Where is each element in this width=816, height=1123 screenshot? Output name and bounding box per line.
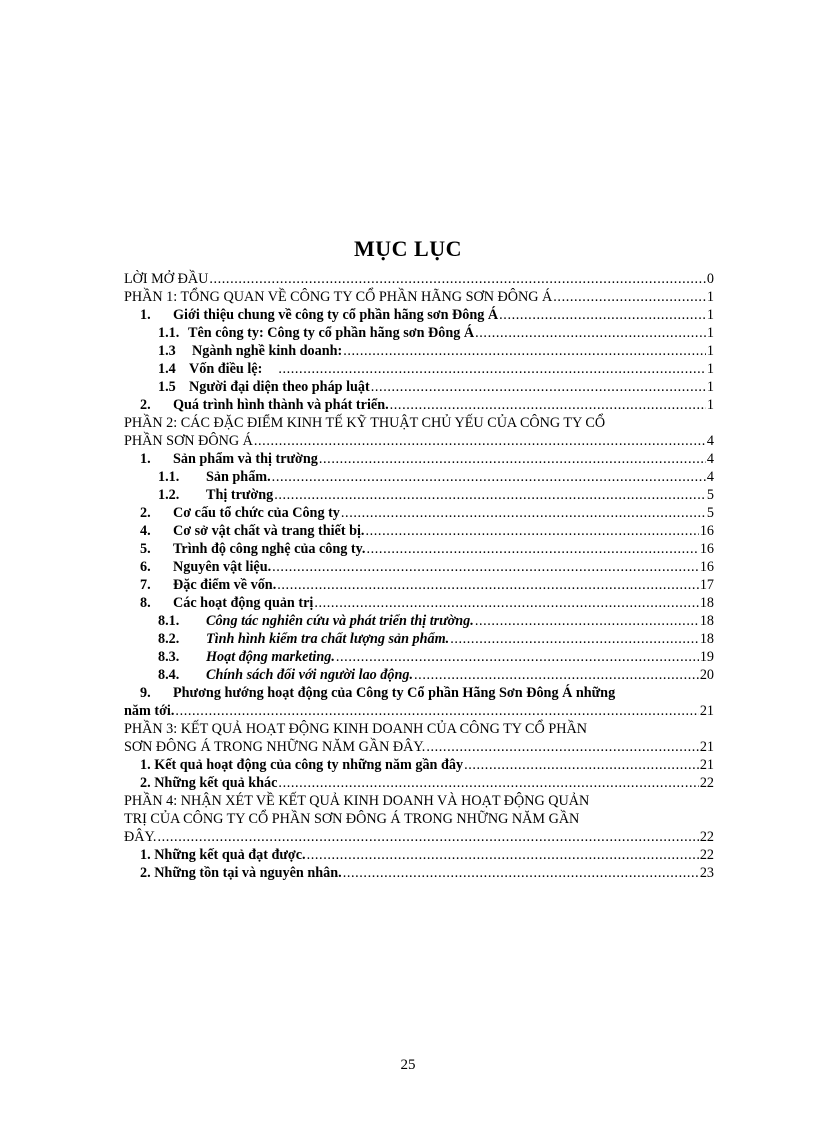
toc-page-number: 0 <box>706 271 714 287</box>
dot-leader <box>274 486 706 504</box>
toc-page-number: 16 <box>699 523 714 539</box>
toc-entry-9-phuong-huong[interactable] <box>124 684 714 720</box>
toc-page-number: 21 <box>699 703 714 719</box>
dot-leader <box>390 396 706 414</box>
toc-entry-3-2-ket-qua-khac[interactable] <box>124 774 714 792</box>
toc-page-number: 5 <box>706 505 714 521</box>
toc-entry-8-2-kiem-tra-chat-luong[interactable] <box>124 630 714 648</box>
toc-entry-label: PHẦN 1: TỔNG QUAN VỀ CÔNG TY CỔ PHẦN HÃNG SƠN ĐÔNG Á <box>124 289 553 305</box>
toc-entry-4-co-so-vat-chat[interactable] <box>124 522 714 540</box>
dot-leader <box>475 612 699 630</box>
toc-entry-label-line-3: ĐÂY. <box>124 829 157 845</box>
toc-entry-label: 1. Kết quả hoạt động của công ty những năm gần đây <box>140 757 464 773</box>
toc-page-number: 4 <box>706 469 714 485</box>
toc-entry-number: 2. <box>140 505 151 521</box>
dot-leader <box>319 450 706 468</box>
dot-leader <box>371 378 706 396</box>
page-title: MỤC LỤC <box>354 236 462 261</box>
toc-entry-label-line-1: Phương hướng hoạt động của Công ty Cổ phần Hãng Sơn Đông Á những <box>173 685 616 701</box>
toc-entry-label-line-2: PHẦN SƠN ĐÔNG Á <box>124 433 253 449</box>
toc-page-number: 1 <box>706 343 714 359</box>
toc-entry-number: 1.3 <box>158 343 176 359</box>
toc-entry-label: Tên công ty: Công ty cổ phần hãng sơn Đông Á <box>188 325 475 341</box>
toc-page-number: 22 <box>699 829 714 845</box>
toc-entry-label: Nguyên vật liệu. <box>173 559 272 575</box>
toc-entry-loi-mo-dau[interactable] <box>124 270 714 288</box>
toc-entry-number: 4. <box>140 523 151 539</box>
dot-leader <box>464 756 699 774</box>
toc-page-number: 19 <box>699 649 714 665</box>
toc-entry-number: 2. <box>140 397 151 413</box>
toc-page-number: 1 <box>706 397 714 413</box>
dot-leader <box>272 558 699 576</box>
toc-entry-number: 1.1. <box>158 469 180 485</box>
toc-entry-1-2-thi-truong[interactable] <box>124 486 714 504</box>
toc-page-number: 1 <box>706 325 714 341</box>
toc-entry-label: Sản phẩm. <box>206 469 271 485</box>
toc-entry-3-1-ket-qua-hoat-dong[interactable] <box>124 756 714 774</box>
toc-entry-label: 2. Những tồn tại và nguyên nhân. <box>140 865 342 881</box>
toc-entry-8-3-marketing[interactable] <box>124 648 714 666</box>
toc-entry-label-line-1: PHẦN 4: NHẬN XÉT VỀ KẾT QUẢ KINH DOANH VÀ HOẠT ĐỘNG QUẢN <box>124 793 590 809</box>
dot-leader <box>365 522 698 540</box>
dot-leader <box>175 702 698 720</box>
toc-entry-number: 8.3. <box>158 649 180 665</box>
toc-entry-8-4-chinh-sach[interactable] <box>124 666 714 684</box>
toc-entry-label: Cơ sở vật chất và trang thiết bị. <box>173 523 365 539</box>
dot-leader <box>343 864 699 882</box>
toc-entry-label: 1. Những kết quả đạt được. <box>140 847 306 863</box>
dot-leader <box>336 648 699 666</box>
toc-entry-7-dac-diem-von[interactable] <box>124 576 714 594</box>
dot-leader <box>277 576 699 594</box>
dot-leader <box>426 738 698 756</box>
toc-entry-phan-2[interactable] <box>124 414 714 450</box>
toc-entry-label: Công tác nghiên cứu và phát triển thị trường. <box>206 613 474 629</box>
toc-page-number: 5 <box>706 487 714 503</box>
toc-entry-label: Thị trường <box>206 487 274 503</box>
dot-leader <box>341 504 706 522</box>
dot-leader <box>366 540 698 558</box>
toc-page-number: 22 <box>699 775 714 791</box>
toc-entry-label: Tình hình kiểm tra chất lượng sản phẩm. <box>206 631 450 647</box>
toc-entry-8-1-nghien-cuu[interactable] <box>124 612 714 630</box>
toc-entry-label-line-2: năm tới. <box>124 703 175 719</box>
dot-leader <box>254 432 706 450</box>
toc-entry-label: Quá trình hình thành và phát triển. <box>173 397 389 413</box>
toc-page-number: 20 <box>699 667 714 683</box>
toc-page-number: 1 <box>706 361 714 377</box>
toc-entry-number: 8.4. <box>158 667 180 683</box>
toc-entry-label: Vốn điều lệ: <box>189 361 263 377</box>
toc-entry-label: 2. Những kết quả khác <box>140 775 278 791</box>
page-number: 25 <box>400 1057 416 1073</box>
toc-entry-1-gioi-thieu[interactable] <box>124 306 714 324</box>
toc-entry-phan-4[interactable] <box>124 792 714 846</box>
dot-leader <box>278 360 706 378</box>
toc-page-number: 22 <box>699 847 714 863</box>
toc-entry-label: Người đại diện theo pháp luật <box>189 379 370 395</box>
toc-page-number: 21 <box>699 757 714 773</box>
toc-entry-number: 1.2. <box>158 487 180 503</box>
toc-page-number: 21 <box>699 739 714 755</box>
toc-entry-4-1-ket-qua-dat-duoc[interactable] <box>124 846 714 864</box>
toc-entry-1-3-nganh-nghe[interactable] <box>124 342 714 360</box>
toc-entry-label: Ngành nghề kinh doanh: <box>192 343 343 359</box>
toc-entry-label: LỜI MỞ ĐẦU <box>124 271 209 287</box>
dot-leader <box>209 270 706 288</box>
toc-entry-number: 8. <box>140 595 151 611</box>
toc-page-number: 18 <box>699 613 714 629</box>
toc-entry-4-2-ton-tai[interactable] <box>124 864 714 882</box>
toc-page-number: 17 <box>699 577 714 593</box>
toc-entry-label: Các hoạt động quản trị <box>173 595 314 611</box>
toc-page-number: 16 <box>699 541 714 557</box>
dot-leader <box>278 774 698 792</box>
dot-leader <box>272 468 706 486</box>
toc-entry-label: Giới thiệu chung về công ty cổ phần hãng sơn Đông Á <box>173 307 499 323</box>
toc-entry-number: 7. <box>140 577 151 593</box>
toc-entry-2-co-cau-to-chuc[interactable] <box>124 504 714 522</box>
toc-entry-number: 1.4 <box>158 361 176 377</box>
toc-entry-1-san-pham-thi-truong[interactable] <box>124 450 714 468</box>
toc-entry-number: 1.5 <box>158 379 176 395</box>
toc-entry-label: Chính sách đối với người lao động. <box>206 667 414 683</box>
dot-leader <box>414 666 699 684</box>
toc-entry-number: 1.1. <box>158 325 180 341</box>
dot-leader <box>553 288 706 306</box>
toc-entry-label: Cơ cấu tổ chức của Công ty <box>173 505 340 521</box>
toc-entry-1-1-san-pham[interactable] <box>124 468 714 486</box>
toc-entry-number: 5. <box>140 541 151 557</box>
toc-page-number: 18 <box>699 631 714 647</box>
dot-leader <box>307 846 699 864</box>
toc-entry-number: 8.2. <box>158 631 180 647</box>
toc-entry-number: 8.1. <box>158 613 180 629</box>
toc-entry-8-hoat-dong-quan-tri[interactable] <box>124 594 714 612</box>
toc-entry-number: 1. <box>140 307 151 323</box>
toc-page-number: 1 <box>706 307 714 323</box>
toc-entry-number: 6. <box>140 559 151 575</box>
table-of-contents <box>124 270 714 882</box>
toc-entry-label: Đặc điểm về vốn. <box>173 577 277 593</box>
dot-leader <box>450 630 699 648</box>
toc-entry-number: 1. <box>140 451 151 467</box>
toc-entry-5-trinh-do-cong-nghe[interactable] <box>124 540 714 558</box>
toc-page-number: 16 <box>699 559 714 575</box>
toc-entry-phan-1[interactable] <box>124 288 714 306</box>
dot-leader <box>475 324 706 342</box>
dot-leader <box>343 342 706 360</box>
toc-page-number: 4 <box>706 451 714 467</box>
dot-leader <box>314 594 698 612</box>
toc-entry-label-line-2: TRỊ CỦA CÔNG TY CỔ PHẦN SƠN ĐÔNG Á TRONG NHỮNG NĂM GẦN <box>124 811 580 827</box>
toc-entry-label-line-1: PHẦN 2: CÁC ĐẶC ĐIỂM KINH TẾ KỸ THUẬT CHỦ YẾU CỦA CÔNG TY CỔ <box>124 415 606 431</box>
toc-entry-number: 9. <box>140 685 151 701</box>
toc-entry-2-qua-trinh[interactable] <box>124 396 714 414</box>
toc-entry-6-nguyen-vat-lieu[interactable] <box>124 558 714 576</box>
toc-page-number: 18 <box>699 595 714 611</box>
toc-entry-label-line-1: PHẦN 3: KẾT QUẢ HOẠT ĐỘNG KINH DOANH CỦA CÔNG TY CỔ PHẦN <box>124 721 587 737</box>
toc-entry-1-4-von-dieu-le[interactable] <box>124 360 714 378</box>
toc-entry-label: Trình độ công nghệ của công ty. <box>173 541 366 557</box>
toc-page-number: 23 <box>699 865 714 881</box>
toc-page-number: 4 <box>706 433 714 449</box>
toc-page-number: 1 <box>706 289 714 305</box>
toc-entry-label: Sản phẩm và thị trường <box>173 451 318 467</box>
toc-entry-1-1-ten-cong-ty[interactable] <box>124 324 714 342</box>
dot-leader <box>157 828 698 846</box>
dot-leader <box>499 306 706 324</box>
toc-entry-label-line-2: SƠN ĐÔNG Á TRONG NHỮNG NĂM GẦN ĐÂY. <box>124 739 426 755</box>
toc-entry-phan-3[interactable] <box>124 720 714 756</box>
toc-entry-1-5-nguoi-dai-dien[interactable] <box>124 378 714 396</box>
toc-page-number: 1 <box>706 379 714 395</box>
toc-entry-label: Hoạt động marketing. <box>206 649 335 665</box>
